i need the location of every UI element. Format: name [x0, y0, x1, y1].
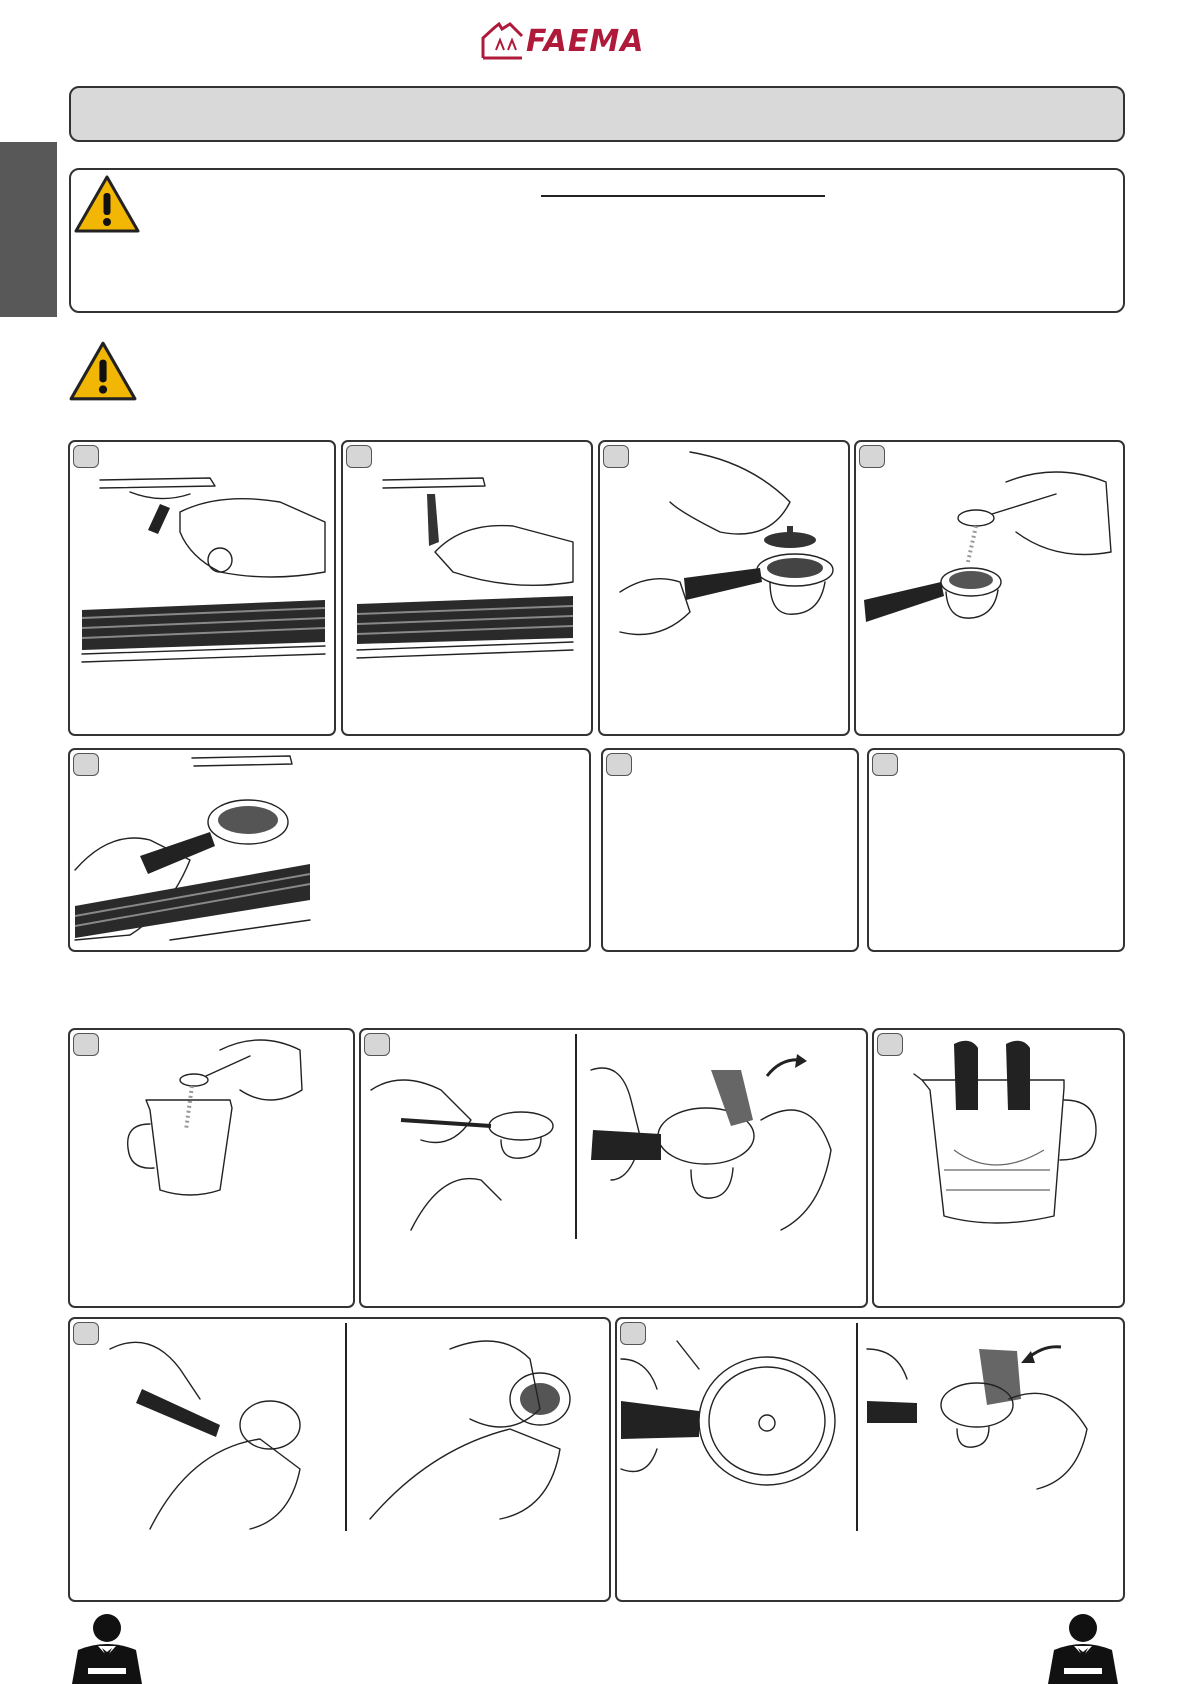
step-panel-7	[867, 748, 1125, 952]
illustration-reinsert-filter	[617, 1319, 1123, 1600]
illustration-clean-filter-holder	[70, 1319, 609, 1600]
illustration-insert-filter-holder	[70, 750, 589, 950]
step-panel-11	[68, 1317, 611, 1602]
barista-operator-icon	[1044, 1612, 1122, 1684]
step-number-badge	[872, 753, 898, 776]
step-panel-12	[615, 1317, 1125, 1602]
section-header-bar	[69, 86, 1125, 142]
logo-house-mark	[480, 22, 526, 62]
step-panel-6	[601, 748, 859, 952]
step-panel-10	[872, 1028, 1125, 1308]
step-panel-5	[68, 748, 591, 952]
logo-wordmark: FAEMA	[526, 24, 645, 59]
step-panel-3	[598, 440, 850, 736]
illustration-remove-filter	[361, 1030, 866, 1306]
barista-operator-icon	[68, 1612, 146, 1684]
warning-triangle-icon	[73, 174, 141, 234]
step-number-badge	[606, 753, 632, 776]
step-panel-2	[341, 440, 593, 736]
warning-triangle-icon	[68, 340, 138, 402]
illustration-remove-filter-holder	[70, 442, 334, 734]
warning-underline	[541, 195, 825, 197]
chapter-side-tab	[0, 142, 57, 317]
step-panel-4	[854, 440, 1125, 736]
illustration-add-detergent	[856, 442, 1123, 734]
step-panel-9	[359, 1028, 868, 1308]
illustration-detergent-in-jug	[70, 1030, 353, 1306]
illustration-insert-blind-filter	[600, 442, 848, 734]
illustration-soak-in-jug	[874, 1030, 1123, 1306]
step-panel-8	[68, 1028, 355, 1308]
warning-box	[69, 168, 1125, 313]
illustration-flush-group	[343, 442, 591, 734]
faema-logo	[480, 22, 710, 62]
step-panel-1	[68, 440, 336, 736]
